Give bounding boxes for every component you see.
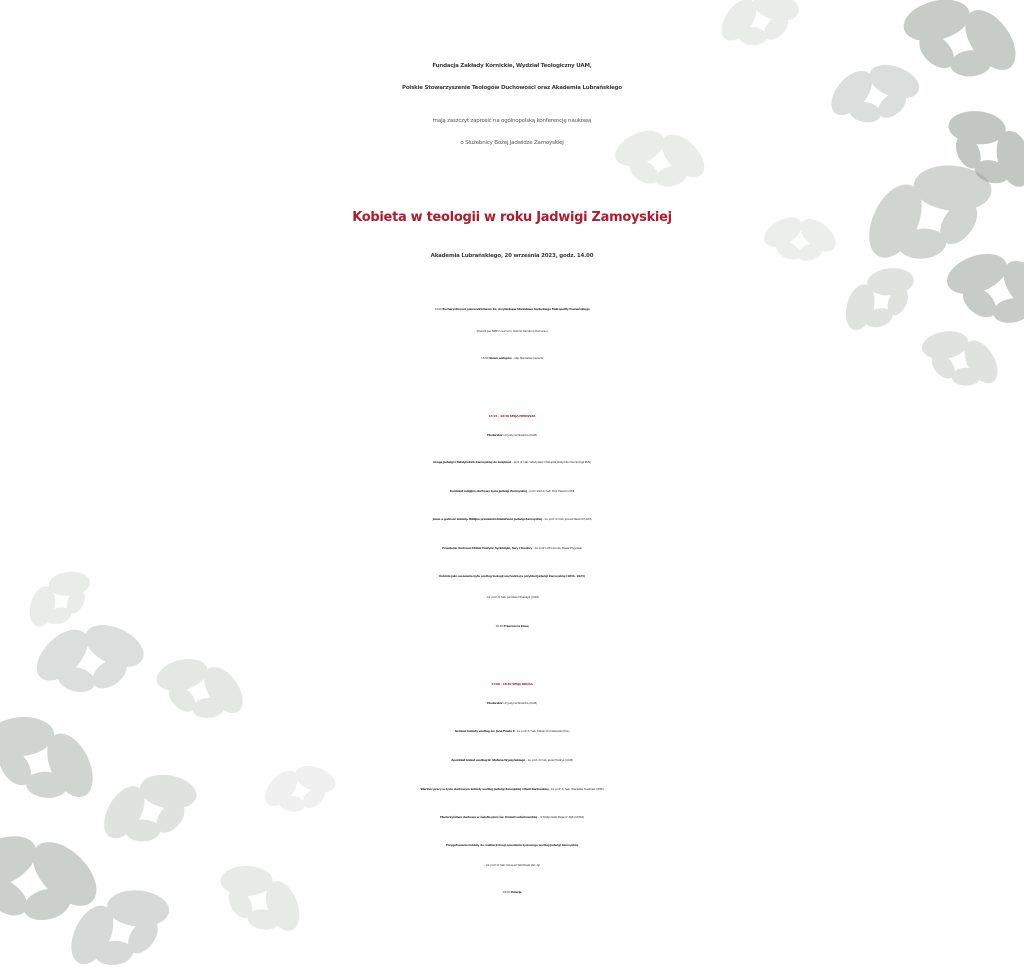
talk-title: Przesłanie duchowe Matek Pustyni: Synkletyki, Sary i Teodory xyxy=(442,546,533,550)
talk-title: Macierzyństwo duchowe w świetle pism św. Urszuli Ledóchowskiej xyxy=(439,815,537,819)
talk-item xyxy=(0,758,1024,762)
mass-time: 14.00 xyxy=(434,307,442,311)
conference-title: Kobieta w teologii w roku Jadwigi Zamoyskiej xyxy=(352,210,672,225)
dinner-title: Kolacja xyxy=(510,890,522,894)
talk-title: Apostolat kobiet według bł. Stefana Wyszyńskiego xyxy=(451,758,526,762)
talk-speaker: – prof. UAM dr hab. Piotr Piasecki OMI xyxy=(526,489,575,493)
talk-title: Wartość pracy w życiu duchowym kobiety według Jadwigi Zamojskiej i Marii Karłowskiej xyxy=(420,787,549,791)
moderator-name: dr Justyna Nowicka (UAM) xyxy=(503,433,537,437)
session-1-heading: 15:15 – 16:30 SESJA PIERWSZA xyxy=(488,414,536,418)
session-2-heading: 17:00 – 18:30 SESJA DRUGA xyxy=(491,682,533,686)
dinner-time: 18:30 xyxy=(502,890,511,894)
opening-word-item xyxy=(0,356,1024,360)
organizers-line-2: Polskie Stowarzyszenie Teologów Duchowości oraz Akademia Lubrańskiego xyxy=(401,85,622,91)
session-1-moderator xyxy=(0,433,1024,437)
talk-speaker: – prof. dr hab. Władysław Chałupka (Instytutu Dendrologii PAN) xyxy=(511,460,591,464)
mass-place: (Kościół pw. NMP in Summo, Ostrów Tumski w Poznaniu) xyxy=(476,329,548,333)
conference-date-place: Akademia Lubrańskiego, 20 września 2023, godz. 14.00 xyxy=(430,253,594,259)
talk-item xyxy=(0,729,1024,733)
break-time: 16:30 xyxy=(495,624,503,628)
talk-title: Kobieta jako wezwanie bytu według teologii wschodniej a przykład Jadwigi Zamoyskiej (1831- 1923) xyxy=(439,574,585,578)
talk-item xyxy=(0,517,1024,521)
opening-word-title: Słowo wstępne xyxy=(489,356,512,360)
talk-item xyxy=(0,460,1024,464)
talk-item xyxy=(0,787,1024,791)
talk-item xyxy=(0,815,1024,819)
talk-speaker: – ks. prof. dr hab. Marek Chmielewski (KUL) xyxy=(514,729,570,733)
talk-title: Droga Jadwigi z Działyńskich Zamoyskiej do świętości xyxy=(433,460,512,464)
opening-word-time: 15:00 xyxy=(481,356,489,360)
mass-item xyxy=(0,307,1024,311)
organizers-line-1: Fundacja Zakłady Kórnickie, Wydział Teologiczny UAM, xyxy=(432,63,592,69)
talk-speaker: – ks. prof. dr hab. Jacek Hadryś (UAM) xyxy=(525,758,573,762)
talk-title: Geniusz kobiety według św. Jana Pawła II xyxy=(454,729,515,733)
talk-speaker: – ks. prof. dr hab. Jarosław Moskałyk (UAM) xyxy=(485,595,539,599)
break-title: Przerwa na kawę xyxy=(503,624,529,628)
talk-speaker: – dr Małgorzata Pagacz USJK (UKSW) xyxy=(536,815,585,819)
moderator-name: dr Justyna Nowicka (UAM) xyxy=(503,701,537,705)
moderator-label: Moderator: xyxy=(487,701,504,705)
talk-item xyxy=(0,546,1024,550)
mass-title: Eucharystia pod przewodnictwem Ks. Arcybiskupa Stanisława Gądeckiego Metropolity Poznańskiego xyxy=(442,307,590,311)
talk-speaker: – ks. prof. dr hab. Stanisław Suwiński (UMK) xyxy=(548,787,604,791)
moderator-label: Moderator: xyxy=(487,433,504,437)
invitation-line-2: o Służebnicy Bożej Jadwidze Zamoyskiej xyxy=(460,140,564,146)
talk-title: Kontekst religijno-duchowy życia Jadwigi Zamoyskiej xyxy=(449,489,527,493)
talk-speaker: – ks. prof. dr hab. Janusz Nawrot (UAM) xyxy=(541,517,592,521)
coffee-break-item xyxy=(0,624,1024,628)
opening-word-speaker: – abp Stanisław Gądecki xyxy=(511,356,543,360)
talk-title: Jezus a godność kobiety. Biblijne przesłanki działalności Jadwigi Zamoyskiej xyxy=(432,517,542,521)
dinner-item xyxy=(0,890,1024,894)
talk-item xyxy=(0,489,1024,493)
session-2-moderator xyxy=(0,701,1024,705)
talk-title: Przygotowanie kobiety do realizacji drogi powołania życiowego według Jadwigi Zamoyskiej xyxy=(445,843,579,847)
talk-speaker: – ks. prof. UAM dr hab. Paweł Wygralak xyxy=(532,546,582,550)
invitation-line-1: mają zaszczyt zaprosić na ogólnopolską konferencję naukową xyxy=(432,118,592,124)
talk-speaker: – ks. prof. dr hab. Ireneusz Werbiński (AK, AJ) xyxy=(484,863,540,867)
